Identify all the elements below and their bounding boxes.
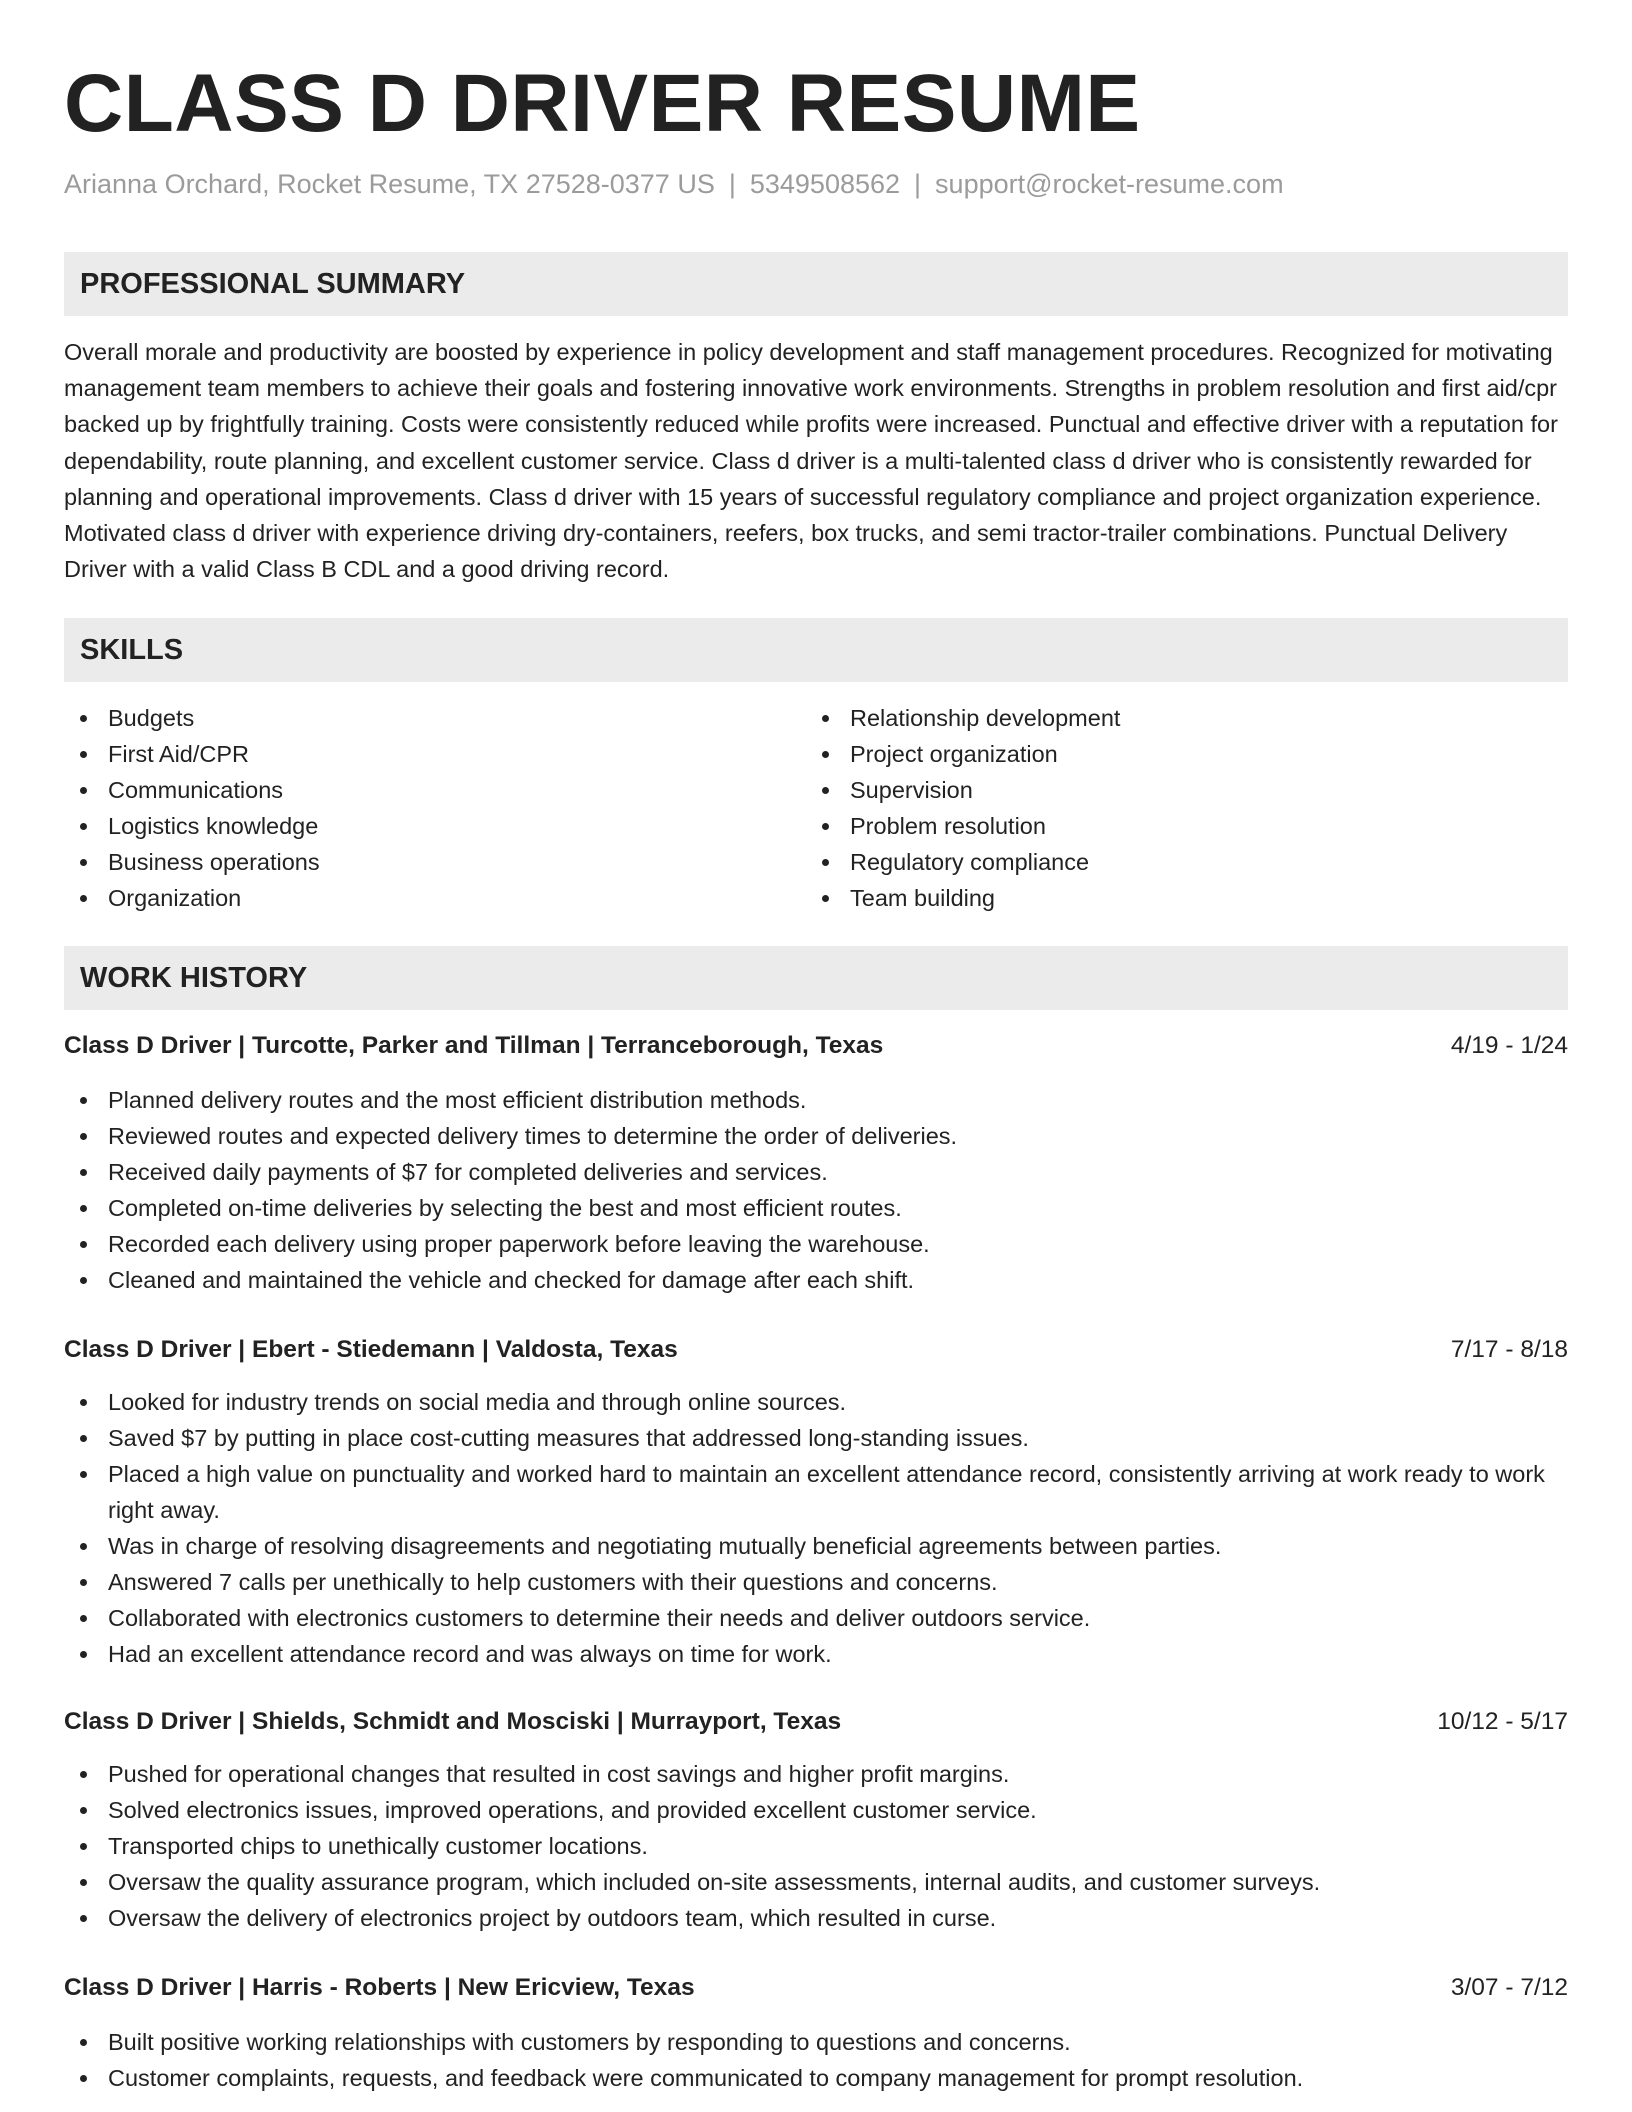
job-bullet: Recorded each delivery using proper paperwork before leaving the warehouse. [64, 1226, 1568, 1262]
job-bullet: Collaborated with electronics customers to determine their needs and deliver outdoors service. [64, 1600, 1568, 1636]
summary-section-header [64, 252, 1568, 316]
contact-phone: 5349508562 [749, 169, 901, 199]
job-bullet: Cleaned and maintained the vehicle and checked for damage after each shift. [64, 1262, 1568, 1298]
skill-item: Problem resolution [806, 808, 1506, 844]
contact-separator: | [914, 169, 922, 199]
contact-separator: | [728, 169, 736, 199]
skill-item: Organization [64, 880, 764, 916]
job-bullet: Customer complaints, requests, and feedback were communicated to company management for prompt resolution. [64, 2060, 1568, 2096]
skill-item: Business operations [64, 844, 764, 880]
skill-item: Project organization [806, 736, 1506, 772]
skill-item: Logistics knowledge [64, 808, 764, 844]
job-header [64, 1970, 1568, 2006]
skill-item: Communications [64, 772, 764, 808]
skill-item: Supervision [806, 772, 1506, 808]
job-bullet: Oversaw the delivery of electronics project by outdoors team, which resulted in curse. [64, 1900, 1568, 1936]
work-history-heading: WORK HISTORY [80, 962, 308, 994]
job-header [64, 1332, 1568, 1368]
job-header [64, 1704, 1568, 1740]
job-dates: 7/17 - 8/18 [1450, 1336, 1568, 1363]
job-bullet-list [64, 1082, 1568, 1298]
job-bullet: Pushed for operational changes that resulted in cost savings and higher profit margins. [64, 1756, 1568, 1792]
skill-item: First Aid/CPR [64, 736, 764, 772]
job-bullet: Oversaw the quality assurance program, which included on-site assessments, internal audits, and customer surveys. [64, 1864, 1568, 1900]
job-bullet: Solved electronics issues, improved operations, and provided excellent customer service. [64, 1792, 1568, 1828]
job-title: Class D Driver | Shields, Schmidt and Mosciski | Murrayport, Texas [64, 1708, 842, 1735]
job-bullet: Answered 7 calls per unethically to help customers with their questions and concerns. [64, 1564, 1568, 1600]
job-bullet: Had an excellent attendance record and was always on time for work. [64, 1636, 1568, 1672]
job-bullet-list [64, 1384, 1568, 1672]
job-bullet: Received daily payments of $7 for completed deliveries and services. [64, 1154, 1568, 1190]
job-bullet: Completed on-time deliveries by selecting the best and most efficient routes. [64, 1190, 1568, 1226]
skills-list-left [64, 700, 764, 916]
job-dates: 3/07 - 7/12 [1450, 1974, 1568, 2001]
job-bullet: Was in charge of resolving disagreements and negotiating mutually beneficial agreements between parties. [64, 1528, 1568, 1564]
job-bullet: Transported chips to unethically customer locations. [64, 1828, 1568, 1864]
job-bullet-list [64, 2024, 1568, 2096]
summary-text: Overall morale and productivity are boosted by experience in policy development and staff management procedures. Recognized for motivating management team members to achieve their goals and fostering innovative work environments. Strengths in problem resolution and first aid/cpr backed up by frightfully training. Costs were consistently reduced while profits were increased. Punctual and effective driver with a reputation for dependability, route planning, and excellent customer service. Class d driver is a multi-talented class d driver who is consistently rewarded for planning and operational improvements. Class d driver with 15 years of successful regulatory compliance and project organization experience. Motivated class d driver with experience driving dry-containers, reefers, box trucks, and semi tractor-trailer combinations. Punctual Delivery Driver with a valid Class B CDL and a good driving record. [64, 339, 1558, 583]
skill-item: Team building [806, 880, 1506, 916]
job-dates: 4/19 - 1/24 [1450, 1032, 1568, 1059]
job-title: Class D Driver | Turcotte, Parker and Tillman | Terranceborough, Texas [64, 1032, 884, 1059]
job-bullet: Planned delivery routes and the most efficient distribution methods. [64, 1082, 1568, 1118]
skill-item: Relationship development [806, 700, 1506, 736]
job-title: Class D Driver | Harris - Roberts | New Ericview, Texas [64, 1974, 695, 2001]
skill-item: Regulatory compliance [806, 844, 1506, 880]
job-dates: 10/12 - 5/17 [1437, 1708, 1568, 1735]
summary-heading: PROFESSIONAL SUMMARY [80, 268, 466, 300]
job-bullet: Placed a high value on punctuality and worked hard to maintain an excellent attendance record, consistently arriving at work ready to work right away. [64, 1456, 1568, 1528]
job-title: Class D Driver | Ebert - Stiedemann | Valdosta, Texas [64, 1336, 678, 1363]
job-bullet: Reviewed routes and expected delivery times to determine the order of deliveries. [64, 1118, 1568, 1154]
skills-list-right [806, 700, 1506, 916]
contact-email: support@rocket-resume.com [935, 169, 1284, 199]
resume-title: CLASS D DRIVER RESUME [64, 58, 1141, 149]
job-bullet: Looked for industry trends on social media and through online sources. [64, 1384, 1568, 1420]
job-bullet: Built positive working relationships with customers by responding to questions and concerns. [64, 2024, 1568, 2060]
skills-section-header [64, 618, 1568, 682]
contact-line [64, 164, 1284, 204]
skill-item: Budgets [64, 700, 764, 736]
work-history-section-header [64, 946, 1568, 1010]
job-header [64, 1028, 1568, 1064]
job-bullet-list [64, 1756, 1568, 1936]
job-bullet: Saved $7 by putting in place cost-cutting measures that addressed long-standing issues. [64, 1420, 1568, 1456]
contact-address: Arianna Orchard, Rocket Resume, TX 27528-0377 US [64, 169, 715, 199]
skills-heading: SKILLS [80, 634, 184, 666]
